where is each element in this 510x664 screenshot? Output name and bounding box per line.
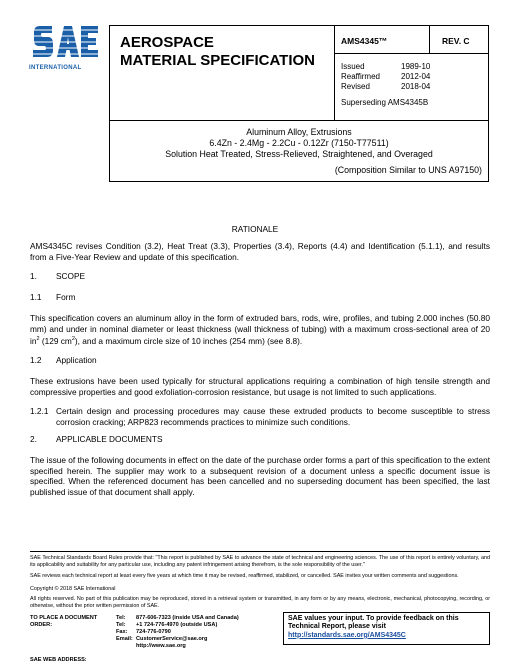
order-contact-block: TO PLACE A DOCUMENT ORDER: SAE WEB ADDRESS: Tel: 877-606-7323 (inside USA and Canada) Tel: +1 724-776-4970 (outside USA) Fax: 724-776-0790 Email: CustomerService@sae.org http://www.sae.org [30, 615, 239, 663]
rationale-heading: RATIONALE [231, 224, 279, 234]
rationale-text: AMS4345C revises Condition (3.2), Heat Treat (3.3), Properties (3.4), Reports (4.4) and Identification (5.1.1), and results from a Five-Year Review and update of this specification. [30, 241, 490, 262]
section-1-heading: 1. SCOPE [30, 271, 86, 281]
composition-note: (Composition Similar to UNS A97150) [334, 165, 482, 175]
application-text: These extrusions have been used typically for structural applications requiring a combination of high tensile strength and compressive properties and good exfoliation-corrosion resistance, but usage is not limited to such applications. [30, 376, 490, 397]
website-link[interactable]: http://www.sae.org [136, 643, 186, 649]
section-1-2-1: 1.2.1 Certain design and processing procedures may cause these extruded products to become susceptible to stress corrosion cracking; ARP823 recommends practices to minimize such conditions. [30, 406, 490, 427]
document-dates [334, 53, 489, 121]
date-row-revised: Revised 2018-04 [341, 82, 431, 91]
feedback-line-1: SAE values your input. To provide feedback on this [288, 615, 459, 622]
material-line-1: Aluminum Alloy, Extrusions [246, 127, 352, 137]
superseding-note: Superseding AMS4345B [341, 98, 429, 107]
logo-subtitle: INTERNATIONAL [29, 65, 82, 71]
phone-usa: 877-606-7323 (inside USA and Canada) [136, 615, 239, 621]
section-1-2-heading: 1.2 Application [30, 355, 97, 365]
feedback-box [283, 612, 490, 645]
footer-rules: SAE Technical Standards Board Rules provide that: "This report is published by SAE to advance the state of technical and engineering sciences. The use of this report is entirely voluntary, and its applicability and suitability for any particular use, including any patent infringement arising therefrom, is the sole responsibility of the user." [30, 555, 490, 568]
footer-rights: All rights reserved. No part of this publication may be reproduced, stored in a retrieval system or transmitted, in any form or by any means, electronic, mechanical, photocopying, recording, or otherwise, without the prior written permission of SAE. [30, 596, 490, 609]
material-line-2: 6.4Zn - 2.4Mg - 2.2Cu - 0.12Zr (7150-T77511) [209, 138, 389, 148]
section-1-1-heading: 1.1 Form [30, 292, 76, 302]
revision-label: REV. C [429, 25, 489, 54]
title-line-2: MATERIAL SPECIFICATION [120, 52, 315, 69]
web-address-label: SAE WEB ADDRESS: [30, 657, 87, 663]
date-row-reaffirmed: Reaffirmed 2012-04 [341, 72, 431, 81]
feedback-line-2: Technical Report, please visit [288, 623, 386, 631]
footer-review: SAE reviews each technical report at least every five years at which time it may be revised, reaffirmed, stabilized, or cancelled. SAE invites your written comments and suggestions. [30, 573, 459, 579]
material-line-3: Solution Heat Treated, Stress-Relieved, Straightened, and Overaged [165, 149, 433, 159]
date-row-issued: Issued 1989-10 [341, 62, 431, 71]
document-type-title [109, 25, 335, 121]
fax-number: 724-776-0790 [136, 629, 171, 635]
document-number: AMS4345™ [334, 25, 430, 54]
applicable-documents-text: The issue of the following documents in effect on the date of the purchase order forms a part of this specification to the extent specified herein. The supplier may work to a subsequent revision of a document unless a specific document issue is specified. When the referenced document has been cancelled and no superseding document has been specified, the last published issue of that document shall apply. [30, 455, 490, 497]
feedback-link[interactable]: http://standards.sae.org/AMS4345C [288, 631, 406, 639]
material-title-box [109, 120, 489, 182]
footer-divider [30, 551, 490, 552]
phone-intl: +1 724-776-4970 (outside USA) [136, 622, 218, 628]
order-label: TO PLACE A DOCUMENT ORDER: [30, 615, 98, 628]
email-link[interactable]: CustomerService@sae.org [136, 636, 208, 642]
form-text: This specification covers an aluminum alloy in the form of extruded bars, rods, wire, profiles, and tubing 2.000 inches (50.80 mm) and under in nominal diameter or least thickness (wall thickness of tubing) with a maximum cross-sectional area of 20 $in^2$ (129 $cm^2$), and a maximum circle size of 10 inches (254 mm) (see 8.8). [30, 313, 490, 346]
title-line-1: AEROSPACE [120, 34, 214, 51]
footer-copyright: Copyright © 2018 SAE International [30, 586, 116, 592]
section-2-heading: 2. APPLICABLE DOCUMENTS [30, 434, 163, 444]
